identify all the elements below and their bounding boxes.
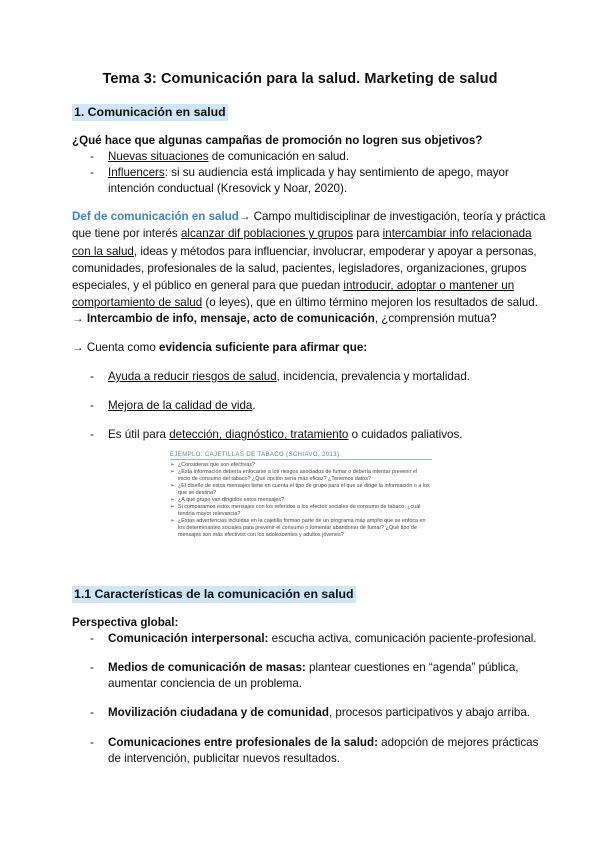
text: o cuidados paliativos. bbox=[348, 428, 463, 441]
bold-text: evidencia suficiente para afirmar que: bbox=[159, 341, 368, 354]
bullet-text: de comunicación en salud. bbox=[208, 150, 350, 163]
list-item bbox=[108, 398, 548, 414]
slide-item: ➢ ¿A qué grupo van dirigidos estos mensajes? bbox=[166, 497, 430, 504]
text: plantear cuestiones en “agenda” pública, bbox=[305, 661, 519, 674]
text: , incidencia, prevalencia y mortalidad. bbox=[276, 370, 470, 383]
slide-title: EJEMPLO: CAJETILLAS DE TABACO (SCHIAVO, 2013) bbox=[170, 452, 340, 458]
list-item bbox=[108, 149, 548, 165]
bullet-dash: - bbox=[90, 661, 94, 674]
underlined-text: introducir, adoptar o mantener un bbox=[343, 279, 515, 293]
text: Campo multidisciplinar de investigación, teoría y práctica bbox=[250, 210, 546, 223]
list-item bbox=[108, 427, 548, 443]
underlined-text: detección, diagnóstico, tratamiento bbox=[169, 428, 349, 441]
text: Es útil para bbox=[108, 428, 170, 441]
section-heading-1-1: 1.1 Características de la comunicación en salud bbox=[74, 587, 354, 601]
exchange-line bbox=[72, 311, 497, 327]
text: especiales, y el público en general para que puedan bbox=[72, 279, 344, 293]
text: (o leyes), que en último término mejoren los resultados de salud. bbox=[202, 296, 538, 310]
bullet-dash: - bbox=[90, 166, 94, 179]
bullet-text: : si su audiencia está implicada y hay sentimiento de apego, mayor bbox=[164, 166, 509, 179]
bold-text: Comunicaciones entre profesionales de la salud: bbox=[108, 736, 378, 749]
bold-text: Medios de comunicación de masas: bbox=[108, 661, 306, 674]
bullet-dash: - bbox=[90, 706, 94, 719]
bullet-dash: - bbox=[90, 428, 94, 441]
page-title: Tema 3: Comunicación para la salud. Marketing de salud bbox=[102, 71, 498, 87]
list-item bbox=[108, 631, 548, 647]
perspective-label: Perspectiva global: bbox=[72, 616, 179, 629]
slide-item: ➢ ¿Consideras que son efectivas? bbox=[166, 462, 430, 469]
underlined-text: comportamiento de salud bbox=[72, 296, 203, 310]
bullet-dash: - bbox=[90, 370, 94, 383]
bullet-text-cont: intención conductual (Kresovick y Noar, 2020). bbox=[108, 182, 348, 195]
list-item bbox=[108, 660, 548, 676]
underlined-text: alcanzar dif poblaciones y grupos bbox=[180, 227, 354, 241]
bullet-dash: - bbox=[90, 632, 94, 645]
underlined-text: Mejora de la calidad de vida bbox=[108, 399, 253, 412]
underlined-text: con la salud bbox=[72, 244, 134, 258]
text: Cuenta como bbox=[86, 341, 160, 354]
example-slide-image bbox=[166, 450, 436, 578]
slide-item: ➢ Si comparamos estos mensajes con los referidos a los efectos sociales de consumo de tabaco, ¿cuál tendría mayor relevancia? bbox=[166, 504, 430, 518]
evidence-line bbox=[72, 340, 367, 356]
list-item bbox=[108, 705, 548, 721]
bullet-text-cont: aumentar conciencia de un problema. bbox=[108, 677, 302, 690]
text: adopción de mejores prácticas bbox=[377, 736, 539, 749]
section-heading-1: 1. Comunicación en salud bbox=[74, 105, 226, 119]
text: comunidades, profesionales de la salud, pacientes, legisladores, organizaciones, grupos bbox=[72, 261, 527, 275]
bullet-dash: - bbox=[90, 150, 94, 163]
bullet-text-cont: de intervención, publicitar nuevos resultados. bbox=[108, 752, 341, 765]
slide-item: ➢ ¿Esta información debería enfocarse a los riesgos asociados de fumar o debería intentar prevenir el inicio de consumo del tabaco? ¿Qué opción sería más eficaz? ¿Tenemos datos? bbox=[166, 469, 430, 483]
underlined-text: Influencers bbox=[108, 166, 165, 179]
text: escucha activa, comunicación paciente-profesional. bbox=[268, 632, 537, 645]
list-item bbox=[108, 165, 548, 181]
text: . bbox=[252, 399, 256, 412]
definition-paragraph bbox=[72, 208, 546, 312]
list-item bbox=[108, 369, 548, 385]
question-line: ¿Qué hace que algunas campañas de promoción no logren sus objetivos? bbox=[72, 134, 483, 147]
bold-text: Intercambio de info, mensaje, acto de comunicación bbox=[86, 312, 375, 325]
slide-item: ➢ ¿Estas advertencias incluidas en la cajetilla forman parte de un programa más amplio que se enfoca en los determinantes sociales para prevenir el consumo o fomentar abandonar de fumar? ¿Qué tipo de mensajes son más efectivos con los adolescentes y adultos jóvenes? bbox=[166, 518, 430, 539]
text: , procesos participativos y abajo arriba. bbox=[328, 706, 531, 719]
text: , ¿comprensión mutua? bbox=[374, 312, 497, 325]
bold-text: Movilización ciudadana y de comunidad bbox=[108, 706, 329, 719]
definition-label: Def de comunicación en salud bbox=[72, 210, 239, 223]
underlined-text: intercambiar info relacionada bbox=[382, 227, 532, 241]
slide-item: ➢ ¿El diseño de estos mensajes tiene en cuenta el tipo de grupo para el que se dirige la información o a los que se destina? bbox=[166, 483, 430, 497]
bullet-dash: - bbox=[90, 736, 94, 749]
text: , ideas y métodos para influenciar, involucrar, empoderar y apoyar a personas, bbox=[133, 244, 537, 258]
arrow: → bbox=[72, 341, 87, 354]
arrow: → bbox=[72, 312, 87, 325]
text: que tiene por interés bbox=[72, 227, 181, 241]
list-item bbox=[108, 735, 548, 751]
slide-divider bbox=[170, 459, 432, 460]
underlined-text: Nuevas situaciones bbox=[108, 150, 209, 163]
bold-text: Comunicación interpersonal: bbox=[108, 632, 269, 645]
bullet-dash: - bbox=[90, 399, 94, 412]
arrow: → bbox=[238, 210, 251, 223]
underlined-text: Ayuda a reducir riesgos de salud bbox=[108, 370, 277, 383]
text: para bbox=[353, 227, 383, 241]
